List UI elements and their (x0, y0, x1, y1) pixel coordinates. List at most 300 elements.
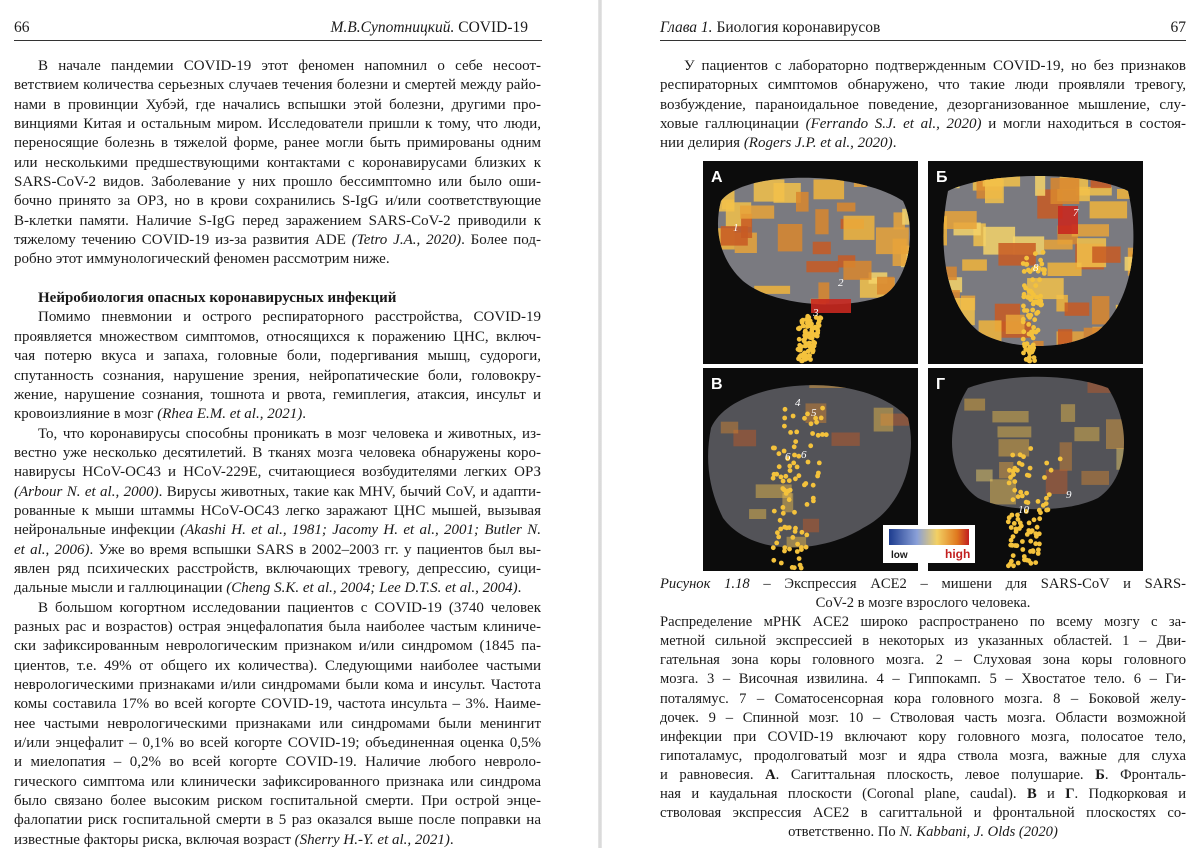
line-text: возбуждение, параноидальное поведение, дезорганизованное мышление, слу- (660, 96, 1186, 113)
expression-dot (1028, 446, 1033, 451)
expression-dot (1012, 479, 1017, 484)
expression-dot (806, 315, 811, 320)
expression-dot (1006, 519, 1011, 524)
expression-dot (1011, 469, 1016, 474)
line-text: То, что коронавирусы способны проникать в мозг человека и животных, из- (38, 425, 541, 442)
expression-dot (1034, 311, 1039, 316)
expression-dot (772, 446, 777, 451)
line-text: У пациентов с лабораторно подтвержденным COVID-19, но без признаков (684, 58, 1186, 74)
text-line (660, 670, 1186, 689)
text-line (660, 728, 1186, 747)
expression-dot (1022, 342, 1027, 347)
line-text: кровоизлияние в мозг (14, 406, 158, 423)
citation: (Tetro J.A., 2020) (351, 232, 462, 249)
expression-dot (1027, 345, 1032, 350)
region-number: 2 (838, 277, 844, 289)
expression-dot (1017, 461, 1022, 466)
citation: (Rogers J.P. et al., 2020) (743, 135, 893, 152)
expression-dot (803, 330, 808, 335)
expression-patch (1006, 540, 1030, 556)
expression-dot (811, 499, 816, 504)
line-text: поталямус. 7 – Соматосенсорная кора головного мозга. 8 – Боковой желу- (660, 690, 1186, 707)
line-text: фалопатии риск госпитальной смерти в 5 раз оказался выше после поправки на (14, 812, 541, 829)
line-text: спутанность сознания, нарушение зрения, нейропатические боли, головокру- (14, 367, 541, 384)
line-text: проявляется множеством симптомов, относящихся к поражению ЦНС, включ- (14, 328, 541, 345)
panel-label: Б (936, 169, 948, 186)
expression-patch (754, 286, 790, 294)
expression-patch (854, 165, 867, 187)
expression-dot (1044, 501, 1049, 506)
line-text: нии делирия (660, 135, 744, 152)
expression-dot (795, 542, 800, 547)
expression-patch (930, 340, 956, 364)
figure-panel-b (928, 161, 1143, 364)
line-text: дочек. 9 – Спинной мозг. 10 – Стволовая часть мозга. Области возможной (660, 709, 1186, 726)
expression-dot (788, 468, 793, 473)
expression-dot (802, 483, 807, 488)
expression-patch (1116, 448, 1132, 470)
running-title-author: М.В.Супотницкий. (330, 19, 455, 36)
expression-patch (908, 397, 918, 407)
expression-patch (1048, 263, 1082, 276)
line-text-tail: . (449, 831, 454, 848)
expression-patch (711, 330, 730, 357)
expression-patch (1140, 396, 1144, 408)
expression-dot (1024, 491, 1029, 496)
expression-dot (1047, 492, 1052, 497)
expression-dot (1032, 517, 1037, 522)
expression-patch (998, 426, 1032, 437)
expression-dot (1012, 521, 1017, 526)
expression-dot (1016, 494, 1021, 499)
expression-dot (1037, 508, 1042, 513)
expression-dot (781, 479, 786, 484)
expression-scale-bar (883, 525, 975, 563)
expression-dot (1023, 286, 1028, 291)
panel-ref: В (1026, 786, 1037, 803)
expression-dot (1035, 300, 1040, 305)
expression-dot (1029, 350, 1034, 355)
expression-patch (869, 169, 892, 186)
expression-patch (844, 216, 875, 240)
expression-patch (933, 277, 962, 292)
text-line (660, 613, 1186, 632)
expression-dot (1033, 560, 1038, 565)
expression-patch (964, 399, 985, 411)
expression-dot (1031, 329, 1036, 334)
expression-patch (740, 206, 774, 219)
expression-dot (782, 424, 787, 429)
region-number: 6 (785, 451, 791, 463)
expression-dot (805, 412, 810, 417)
expression-dot (784, 525, 789, 530)
expression-patch (1044, 240, 1073, 250)
expression-patch (809, 377, 846, 388)
expression-dot (782, 549, 787, 554)
expression-patch (915, 445, 918, 469)
expression-patch (872, 338, 885, 362)
expression-dot (1029, 561, 1034, 566)
line-text: циентов, т.е. 49% от общего их количества). Следующими наиболее частыми (14, 657, 541, 674)
expression-patch (738, 549, 757, 562)
expression-dot (1024, 256, 1029, 261)
line-text-tail: . Сагиттальная плоскость, левое полушарие. (775, 766, 1096, 783)
line-text: CoV-2 в мозге взрослого человека. (815, 595, 1031, 612)
expression-dot (791, 461, 796, 466)
expression-dot (792, 453, 797, 458)
expression-patch (906, 250, 918, 276)
expression-dot (1037, 516, 1042, 521)
right-page-number: 67 (1170, 19, 1186, 36)
expression-dot (1033, 283, 1038, 288)
expression-patch (709, 277, 730, 298)
expression-patch (1116, 305, 1142, 334)
expression-dot (1044, 508, 1049, 513)
line-text: респираторных симптомов обнаружено, что такие люди проявляли тревогу, (660, 77, 1186, 94)
text-line (660, 651, 1186, 670)
line-text: неврологическими признаками и/или синдромами были кома и инсульт. Частота (14, 677, 541, 693)
expression-dot (787, 464, 792, 469)
expression-patch (874, 408, 894, 432)
expression-dot (1011, 497, 1016, 502)
expression-dot (1027, 314, 1032, 319)
expression-patch (896, 342, 918, 350)
expression-patch (1070, 564, 1103, 571)
line-text: бочно принято за ОРЗ, но в крови сохранились S-IgG и/или соответствующие (14, 193, 541, 210)
expression-patch (778, 224, 803, 251)
text-line (660, 823, 1186, 842)
line-text: гипоталамус, продолговатый мозг и ядра ствола мозга, важные для слуха (660, 747, 1186, 764)
expression-patch (1137, 470, 1143, 496)
expression-patch (979, 320, 1002, 344)
expression-dot (1028, 539, 1033, 544)
expression-patch (1088, 376, 1117, 393)
expression-dot (1027, 521, 1032, 526)
expression-dot (1007, 481, 1012, 486)
text-line (660, 804, 1186, 823)
expression-dot (806, 349, 811, 354)
expression-patch (908, 274, 918, 283)
text-line (660, 134, 1186, 153)
expression-patch (1065, 303, 1090, 316)
expression-dot (1028, 466, 1033, 471)
expression-dot (795, 549, 800, 554)
line-text: ски зафиксированным неврологическим признаком и/или синдромом (1845 па- (14, 638, 541, 655)
expression-patch (1090, 201, 1128, 218)
line-text-tail: и могли находиться в состоя- (981, 116, 1186, 133)
scale-high-label: high (945, 547, 971, 561)
line-text: Распределение мРНК ACE2 широко распространено по всему мозгу с за- (660, 614, 1186, 631)
expression-dot (1026, 322, 1031, 327)
line-text: мозга. 3 – Височная извилина. 4 – Гиппокамп. 5 – Хвостатое тело. 6 – Ги- (660, 671, 1186, 688)
expression-patch (716, 310, 750, 335)
expression-dot (793, 439, 798, 444)
expression-patch (737, 360, 766, 364)
expression-dot (799, 344, 804, 349)
expression-dot (1036, 551, 1041, 556)
expression-dot (806, 323, 811, 328)
expression-patch (727, 325, 741, 354)
expression-dot (1031, 325, 1036, 330)
line-text-tail: . Подкорковая и (1074, 786, 1186, 803)
expression-dot (817, 323, 822, 328)
running-title-work: COVID-19 (454, 19, 528, 36)
expression-patch (1125, 257, 1143, 271)
line-text-tail: . (892, 135, 897, 152)
text-line (660, 96, 1186, 115)
line-text: дальные мысли и галлюцинации (14, 580, 227, 597)
expression-dot (1022, 269, 1027, 274)
expression-patch (964, 336, 974, 352)
expression-dot (810, 431, 815, 436)
expression-patch (1106, 419, 1136, 449)
text-line (660, 76, 1186, 95)
expression-dot (1016, 561, 1021, 566)
expression-patch (911, 297, 919, 309)
expression-dot (1041, 250, 1046, 255)
expression-dot (797, 354, 802, 359)
expression-dot (1011, 534, 1016, 539)
expression-patch (762, 311, 774, 336)
expression-dot (772, 472, 777, 477)
line-text: ветствием количества серьезных случаев течения болезни и смертей между райо- (14, 77, 541, 94)
expression-patch (722, 347, 757, 364)
expression-dot (1022, 308, 1027, 313)
expression-dot (782, 416, 787, 421)
expression-dot (800, 530, 805, 535)
expression-dot (778, 518, 783, 523)
expression-dot (811, 483, 816, 488)
line-text: инфекции при COVID-19 включают кору головного мозга, полосатое тело, (660, 728, 1186, 745)
line-text: В начале пандемии COVID-19 этот феномен напомнил о себе несоот- (38, 58, 541, 74)
expression-dot (788, 488, 793, 493)
expression-dot (808, 335, 813, 340)
expression-dot (802, 416, 807, 421)
text-line (660, 785, 1186, 804)
line-text: винциями Китая и остальным миром. Исследователи пришли к тому, что люди, (14, 116, 541, 133)
text-line (660, 57, 1186, 76)
expression-patch (1109, 340, 1134, 361)
expression-dot (1039, 302, 1044, 307)
line-text: переносящие болезнь в тяжелой форме, ранее могли быть примированы одним (14, 135, 541, 152)
text-line (660, 709, 1186, 728)
panel-label: В (711, 376, 723, 393)
expression-dot (804, 545, 809, 550)
expression-dot (1035, 525, 1040, 530)
expression-patch (704, 544, 726, 556)
region-number: 10 (1018, 504, 1029, 516)
text-line (660, 115, 1186, 134)
expression-dot (780, 486, 785, 491)
expression-dot (787, 547, 792, 552)
expression-patch (1074, 427, 1099, 441)
panel-label: А (711, 169, 723, 186)
expression-dot (816, 471, 821, 476)
line-text-tail: и (1036, 786, 1066, 803)
region-number: 6 (801, 449, 807, 461)
expression-patch (806, 261, 838, 272)
expression-patch (1092, 296, 1110, 324)
line-text: жение, нарушение сознания, тошнота и рвота, гемиплегия, атаксия, инсульт и (14, 386, 541, 403)
line-text: Помимо пневмонии и острого респираторного расстройства, COVID-19 (38, 309, 541, 326)
expression-patch (727, 560, 761, 571)
expression-patch (1035, 172, 1045, 196)
line-text-tail: . Вирусы животных, такие как MHV, бычий CoV, и адапти- (158, 483, 541, 500)
expression-dot (1020, 539, 1025, 544)
expression-dot (809, 421, 814, 426)
expression-patch (759, 361, 797, 364)
expression-patch (998, 243, 1035, 266)
right-running-head (660, 18, 1186, 38)
line-text: разных рас и возрастов) острая энцефалопатия была наиболее частым клиниче- (14, 618, 541, 635)
expression-dot (1024, 357, 1029, 362)
expression-patch (1084, 328, 1116, 354)
citation: et al., 2006) (14, 541, 90, 558)
line-text: ховые галлюцинации (660, 116, 806, 133)
expression-dot (792, 510, 797, 515)
expression-dot (1058, 457, 1063, 462)
expression-patch (749, 509, 766, 519)
expression-dot (798, 563, 803, 568)
expression-dot (1017, 526, 1022, 531)
expression-dot (1026, 295, 1031, 300)
expression-patch (713, 396, 724, 411)
line-text: чая потерю вкуса и запаха, головные боли, подергивания мышц, судороги, (14, 348, 541, 365)
right-header-rule (660, 40, 1186, 41)
citation: Рисунок 1.18 (660, 576, 750, 592)
expression-patch (1107, 345, 1129, 360)
expression-patch (937, 216, 947, 246)
expression-dot (805, 502, 810, 507)
expression-patch (962, 259, 987, 270)
expression-patch (945, 169, 959, 188)
expression-dot (787, 478, 792, 483)
expression-dot (797, 326, 802, 331)
line-text: и миелопатия – 0,2% во всей когорте COVID-19. Наличие любого невроло- (14, 754, 541, 771)
expression-dot (807, 341, 812, 346)
expression-patch (902, 209, 918, 225)
expression-patch (992, 411, 1028, 422)
expression-patch (976, 470, 993, 482)
expression-dot (1010, 453, 1015, 458)
citation: (Arbour N. et al., 2000) (14, 483, 159, 500)
expression-patch (820, 347, 849, 364)
expression-dot (800, 358, 805, 363)
expression-dot (1031, 549, 1036, 554)
expression-dot (776, 535, 781, 540)
expression-dot (779, 475, 784, 480)
expression-patch (1090, 559, 1113, 569)
expression-dot (816, 433, 821, 438)
region-number: 8 (1033, 262, 1039, 274)
expression-dot (1037, 531, 1042, 536)
expression-dot (791, 414, 796, 419)
expression-dot (779, 561, 784, 566)
expression-dot (1020, 547, 1025, 552)
right-running-title (660, 18, 880, 38)
line-text: комы составила 17% во всей когорте COVID-19, частота инсульта – 3%. Наиме- (14, 696, 541, 713)
expression-dot (1033, 251, 1038, 256)
expression-patch (832, 433, 860, 446)
expression-patch (1140, 497, 1143, 517)
line-text: вестно уже несколько десятилетий. В тканях мозга человека обнаружены коро- (14, 444, 541, 461)
running-title-chapter: Глава 1. (660, 19, 713, 36)
expression-patch (733, 312, 761, 323)
expression-patch (1058, 329, 1072, 346)
line-text-tail: . (517, 580, 522, 597)
expression-dot (797, 337, 802, 342)
panel-ref: Б (1095, 766, 1105, 783)
expression-dot (1026, 268, 1031, 273)
expression-dot (793, 476, 798, 481)
figure-panel-a (703, 161, 918, 364)
expression-dot (1008, 475, 1013, 480)
expression-patch (717, 295, 738, 305)
expression-patch (1127, 286, 1144, 303)
panel-ref: А (765, 766, 776, 783)
line-text: или несколькими предшествующими контактами с коронавирусами близких к (14, 154, 541, 171)
line-text-tail: . Уже во время вспышки SARS в 2002–2003 гг. у пациентов был вы- (89, 541, 541, 558)
line-text: стволовая экспрессия ACE2 в сагиттальной и фронтальной плоскостях со- (660, 805, 1186, 822)
expression-dot (772, 509, 777, 514)
expression-patch (1117, 189, 1143, 199)
text-line (660, 747, 1186, 766)
expression-dot (790, 535, 795, 540)
expression-dot (1044, 461, 1049, 466)
expression-patch (803, 519, 819, 533)
line-text-tail: . (302, 406, 306, 423)
right-body-text (660, 57, 1186, 154)
expression-patch (903, 189, 918, 197)
line-text-tail: . Фронталь- (1104, 766, 1186, 783)
expression-dot (1021, 337, 1026, 342)
text-line (660, 594, 1186, 613)
expression-patch (883, 355, 912, 364)
line-text: В-клетки памяти. Наличие S-IgG перед заражением SARS-CoV-2 приводили к (14, 212, 541, 229)
left-page-number: 66 (14, 19, 30, 36)
region-number: 7 (1073, 207, 1079, 219)
expression-dot (1015, 543, 1020, 548)
expression-patch (843, 261, 871, 280)
region-number: 3 (813, 307, 819, 319)
line-text: ответственно. По (788, 824, 900, 841)
expression-dot (787, 497, 792, 502)
expression-dot (1031, 293, 1036, 298)
expression-patch (1092, 247, 1120, 263)
expression-patch (891, 169, 918, 194)
expression-patch (815, 209, 828, 234)
expression-dot (771, 558, 776, 563)
expression-dot (1018, 490, 1023, 495)
region-number: 4 (795, 397, 801, 409)
expression-dot (799, 545, 804, 550)
line-text: было связано более высоким риском госпитальной смерти. При острой энце- (14, 793, 541, 810)
expression-dot (804, 533, 809, 538)
expression-patch (1046, 470, 1068, 494)
line-text: рованные к мыши штаммы HCoV-OC43 легко заражают ЦНС мышей, вызывая (14, 502, 541, 519)
expression-dot (808, 443, 813, 448)
figure-caption (660, 575, 1186, 842)
line-text: гательная зона коры головного мозга. 2 – Слуховая зона коры головного (660, 652, 1186, 669)
expression-dot (1032, 317, 1037, 322)
expression-patch (796, 192, 809, 212)
brain-surface (952, 377, 1124, 510)
expression-patch (1051, 178, 1080, 204)
expression-dot (1039, 262, 1044, 267)
expression-patch (935, 274, 945, 300)
expression-dot (777, 464, 782, 469)
expression-patch (1130, 319, 1143, 335)
